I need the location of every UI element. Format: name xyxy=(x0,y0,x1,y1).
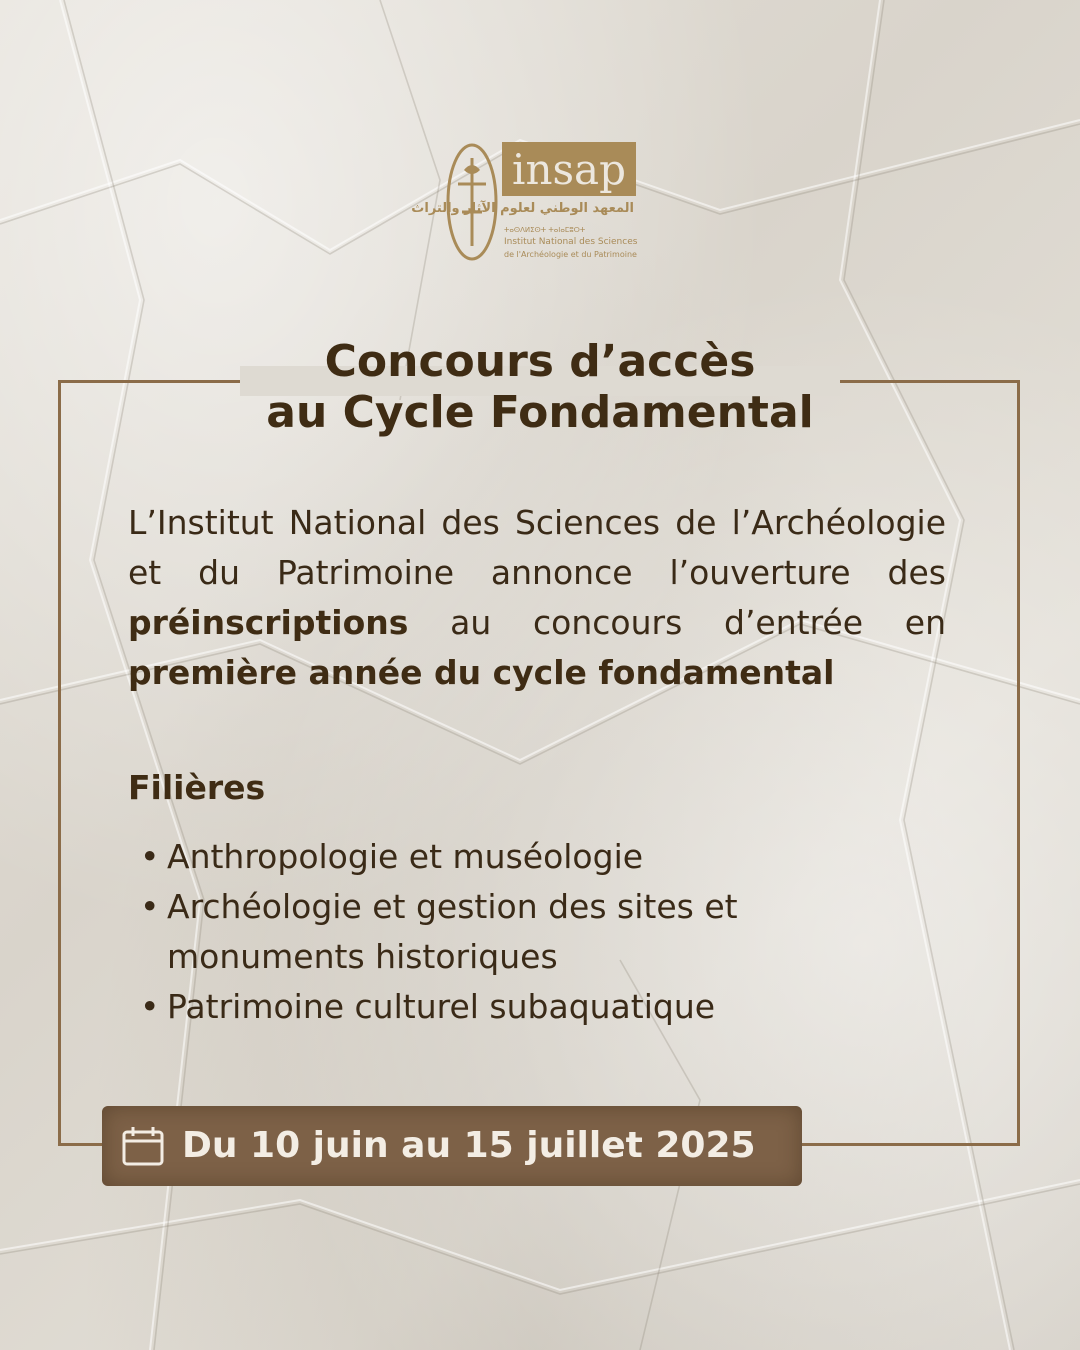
intro-paragraph xyxy=(128,498,946,698)
date-banner xyxy=(102,1106,802,1186)
filieres-list xyxy=(140,832,900,1032)
title-line-2: au Cycle Fondamental xyxy=(266,387,814,438)
list-item: • Anthropologie et muséologie xyxy=(140,832,900,882)
svg-text:ⵜⴰⵙⴷⵍⵉⵙⵜ ⵜⴰⵏⴰⵎⵓⵔⵜ: ⵜⴰⵙⴷⵍⵉⵙⵜ ⵜⴰⵏⴰⵎⵓⵔⵜ xyxy=(504,226,586,234)
svg-text:insap: insap xyxy=(512,145,626,194)
intro-text-1: L’Institut National des Sciences de l’Archéologie et du Patrimoine annonce l’ouverture des xyxy=(128,503,946,592)
svg-text:Institut National des Sciences: Institut National des Sciences xyxy=(504,237,638,247)
intro-bold-cycle: première année du cycle fondamental xyxy=(128,653,835,692)
insap-logo xyxy=(411,140,638,264)
calendar-icon xyxy=(120,1125,166,1167)
date-range-text: Du 10 juin au 15 juillet 2025 xyxy=(182,1125,756,1166)
page-title xyxy=(0,336,1080,438)
list-item: • Patrimoine culturel subaquatique xyxy=(140,982,900,1032)
intro-text-2: au concours d’entrée en xyxy=(408,603,946,642)
list-item: • Archéologie et gestion des sites et monuments historiques xyxy=(140,882,900,982)
svg-text:المعهد الوطني لعلوم الآثار وال: المعهد الوطني لعلوم الآثار والتراث xyxy=(411,201,634,216)
filieres-heading: Filières xyxy=(128,768,266,807)
svg-text:de l'Archéologie et du Patrimo: de l'Archéologie et du Patrimoine xyxy=(504,250,637,259)
title-line-1: Concours d’accès xyxy=(324,336,756,387)
intro-bold-preinscriptions: préinscriptions xyxy=(128,603,409,642)
